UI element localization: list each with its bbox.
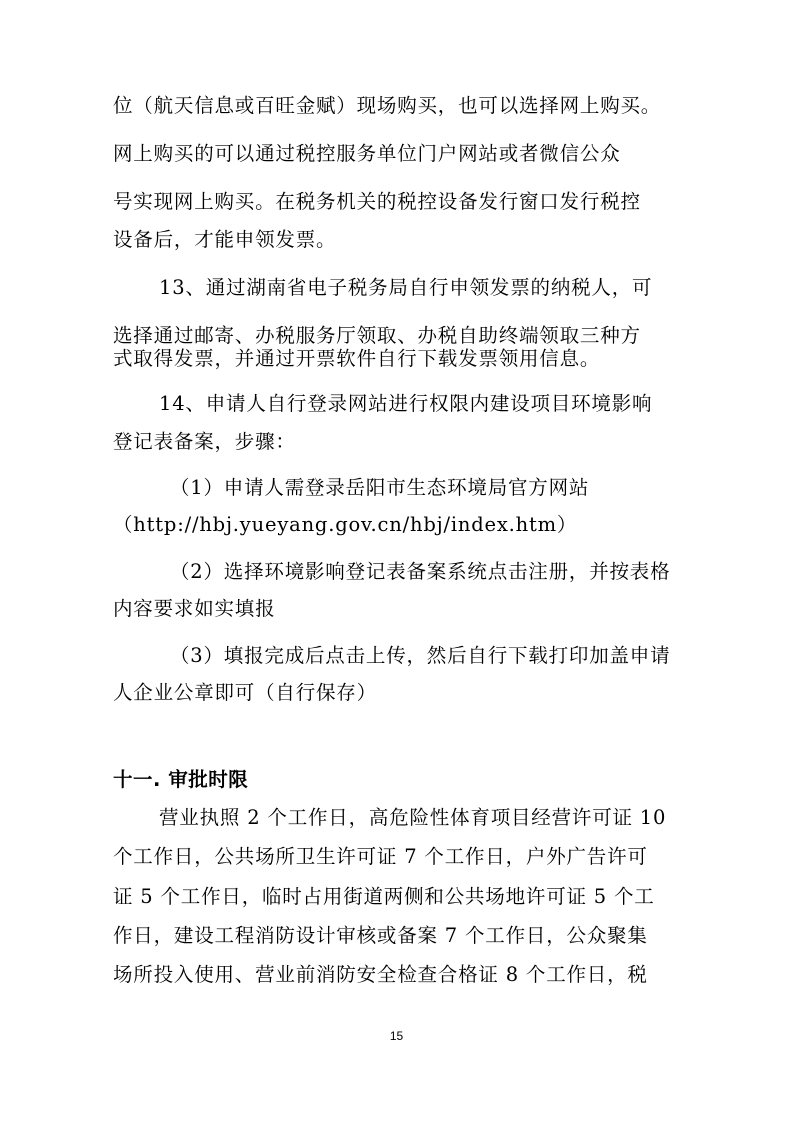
paragraph-13-line-2: 选择通过邮寄、办税服务厅领取、办税自助终端领取三种方: [113, 324, 641, 347]
step-1-url: （http://hbj.yueyang.gov.cn/hbj/index.htm）: [113, 513, 578, 536]
paragraph-12-line-1: 位（航天信息或百旺金赋）现场购买，也可以选择网上购买。: [113, 94, 662, 117]
paragraph-13-line-1: 13、通过湖南省电子税务局自行申领发票的纳税人，可: [159, 276, 653, 299]
page-number: 15: [389, 1029, 404, 1043]
section-11-line-3: 证 5 个工作日，临时占用街道两侧和公共场地许可证 5 个工: [113, 885, 655, 908]
section-11-line-5: 场所投入使用、营业前消防安全检查合格证 8 个工作日，税: [113, 963, 648, 986]
step-1-line-1: （1）申请人需登录岳阳市生态环境局官方网站: [170, 476, 590, 499]
section-11-heading: 十一. 审批时限: [113, 768, 249, 791]
section-11-line-4: 作日，建设工程消防设计审核或备案 7 个工作日，公众聚集: [113, 924, 648, 947]
step-2-line-2: 内容要求如实填报: [113, 597, 276, 620]
step-3-line-1: （3）填报完成后点击上传，然后自行下载打印加盖申请: [170, 644, 671, 667]
step-3-line-2: 人企业公章即可（自行保存）: [113, 681, 377, 704]
section-11-line-1: 营业执照 2 个工作日，高危险性体育项目经营许可证 10: [159, 806, 667, 829]
paragraph-13-line-3: 式取得发票，并通过开票软件自行下载发票领用信息。: [113, 347, 601, 370]
paragraph-12-line-3: 号实现网上购买。在税务机关的税控设备发行窗口发行税控: [113, 190, 641, 213]
paragraph-14-line-1: 14、申请人自行登录网站进行权限内建设项目环境影响: [159, 392, 653, 415]
paragraph-14-line-2: 登记表备案，步骤：: [113, 430, 296, 453]
section-11-line-2: 个工作日，公共场所卫生许可证 7 个工作日，户外广告许可: [113, 845, 648, 868]
step-2-line-1: （2）选择环境影响登记表备案系统点击注册，并按表格: [170, 560, 671, 583]
paragraph-12-line-4: 设备后，才能申领发票。: [113, 228, 337, 251]
paragraph-12-line-2: 网上购买的可以通过税控服务单位门户网站或者微信公众: [113, 142, 621, 165]
